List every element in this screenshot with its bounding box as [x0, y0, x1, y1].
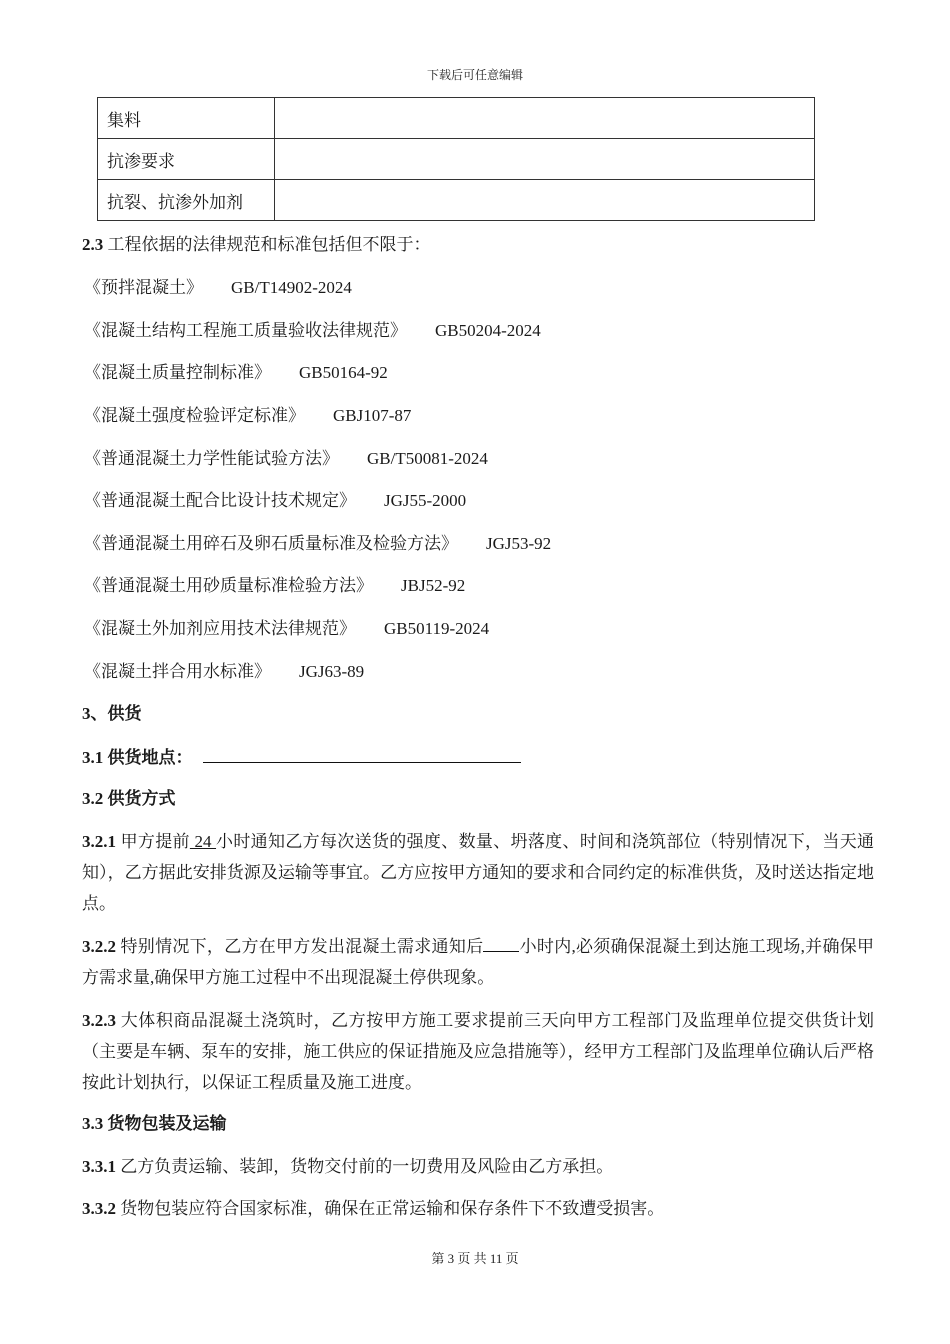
standard-name: 《普通混凝土用砂质量标准检验方法》 [84, 576, 373, 595]
paragraph-text: 货物包装应符合国家标准，确保在正常运输和保存条件下不致遭受损害。 [116, 1199, 665, 1218]
table-row [98, 98, 815, 139]
section-number: 3.2.1 [82, 832, 116, 851]
section-title: 3.2 供货方式 [82, 789, 176, 808]
standard-code: JGJ55-2000 [384, 491, 467, 510]
standard-name: 《混凝土拌合用水标准》 [84, 662, 271, 681]
standard-item [84, 448, 488, 470]
section-2-3-heading [82, 234, 431, 256]
standard-item [84, 533, 551, 555]
standard-name: 《混凝土外加剂应用技术法律规范》 [84, 619, 356, 638]
standard-code: GB50164-92 [299, 363, 388, 382]
paragraph-text: 乙方负责运输、装卸，货物交付前的一切费用及风险由乙方承担。 [116, 1157, 614, 1176]
standard-item [84, 490, 466, 512]
notice-hours: 24 [189, 832, 217, 851]
standard-code: GB/T50081-2024 [367, 449, 488, 468]
section-3-2-1-paragraph [82, 826, 874, 919]
section-3-heading [82, 703, 142, 725]
standard-name: 《普通混凝土配合比设计技术规定》 [84, 491, 356, 510]
paragraph-text: 小时通知乙方每次送货的强度、数量、坍落度、时间和浇筑部位（特别情况下，当天通知），乙方据此安排货源及运输等事宜。乙方应按甲方通知的要求和合同约定的标准供货，及时送达指定地点。 [82, 832, 875, 913]
standard-code: JGJ63-89 [299, 662, 365, 681]
table-cell-value [275, 139, 815, 180]
section-number: 3.3.2 [82, 1199, 116, 1218]
standard-code: GB50204-2024 [435, 321, 541, 340]
section-3-3-2-paragraph [82, 1198, 664, 1220]
standard-item [84, 405, 411, 427]
standard-code: JBJ52-92 [401, 576, 466, 595]
table-row [98, 180, 815, 221]
section-text: 工程依据的法律规范和标准包括但不限于： [103, 235, 431, 254]
table-cell-label: 抗裂、抗渗外加剂 [98, 180, 275, 221]
standard-item [84, 575, 465, 597]
standard-item [84, 362, 388, 384]
section-3-3-1-paragraph [82, 1156, 613, 1178]
standard-name: 《预拌混凝土》 [84, 278, 203, 297]
section-title: 3.1 供货地点： [82, 748, 193, 767]
standard-code: GB/T14902-2024 [231, 278, 352, 297]
standard-name: 《普通混凝土用碎石及卵石质量标准及检验方法》 [84, 534, 458, 553]
standard-code: GBJ107-87 [333, 406, 412, 425]
section-3-1-heading [82, 746, 521, 769]
section-3-2-2-paragraph [82, 931, 874, 993]
section-number: 2.3 [82, 235, 104, 254]
standard-name: 《混凝土强度检验评定标准》 [84, 406, 305, 425]
section-3-3-heading [82, 1113, 227, 1135]
standard-code: JGJ53-92 [486, 534, 552, 553]
standard-code: GB50119-2024 [384, 619, 490, 638]
table-cell-value [275, 180, 815, 221]
paragraph-text: 大体积商品混凝土浇筑时，乙方按甲方施工要求提前三天向甲方工程部门及监理单位提交供货计划（主要是车辆、泵车的安排，施工供应的保证措施及应急措施等），经甲方工程部门及监理单位确认后严格按此计划执行，以保证工程质量及施工进度。 [82, 1011, 874, 1092]
section-number: 3.2.3 [82, 1011, 116, 1030]
standard-name: 《混凝土结构工程施工质量验收法律规范》 [84, 321, 407, 340]
table-cell-label: 抗渗要求 [98, 139, 275, 180]
standard-item [84, 277, 352, 299]
materials-table [97, 97, 815, 221]
page-footer: 第 3 页 共 11 页 [431, 1251, 519, 1266]
paragraph-text: 特别情况下，乙方在甲方发出混凝土需求通知后 [116, 937, 484, 956]
standard-name: 《普通混凝土力学性能试验方法》 [84, 449, 339, 468]
standard-item [84, 320, 541, 342]
paragraph-text: 甲方提前 [116, 832, 190, 851]
table-cell-value [275, 98, 815, 139]
table-row [98, 139, 815, 180]
section-number: 3.3.1 [82, 1157, 116, 1176]
supply-location-blank [203, 746, 521, 763]
section-3-2-3-paragraph [82, 1005, 874, 1098]
standard-item [84, 661, 364, 683]
table-cell-label: 集料 [98, 98, 275, 139]
standard-item [84, 618, 489, 640]
section-number: 3.2.2 [82, 937, 116, 956]
standard-name: 《混凝土质量控制标准》 [84, 363, 271, 382]
section-title: 3、供货 [82, 704, 142, 723]
page-header: 下载后可任意编辑 [426, 68, 523, 82]
hours-blank [483, 937, 519, 952]
section-title: 3.3 货物包装及运输 [82, 1114, 227, 1133]
paragraph-text: 小时内,必须确保混凝土到达施工现场,并确保甲方需求量,确保甲方施工过程中不出现混凝土停供现象。 [82, 937, 874, 987]
section-3-2-heading [82, 788, 176, 810]
